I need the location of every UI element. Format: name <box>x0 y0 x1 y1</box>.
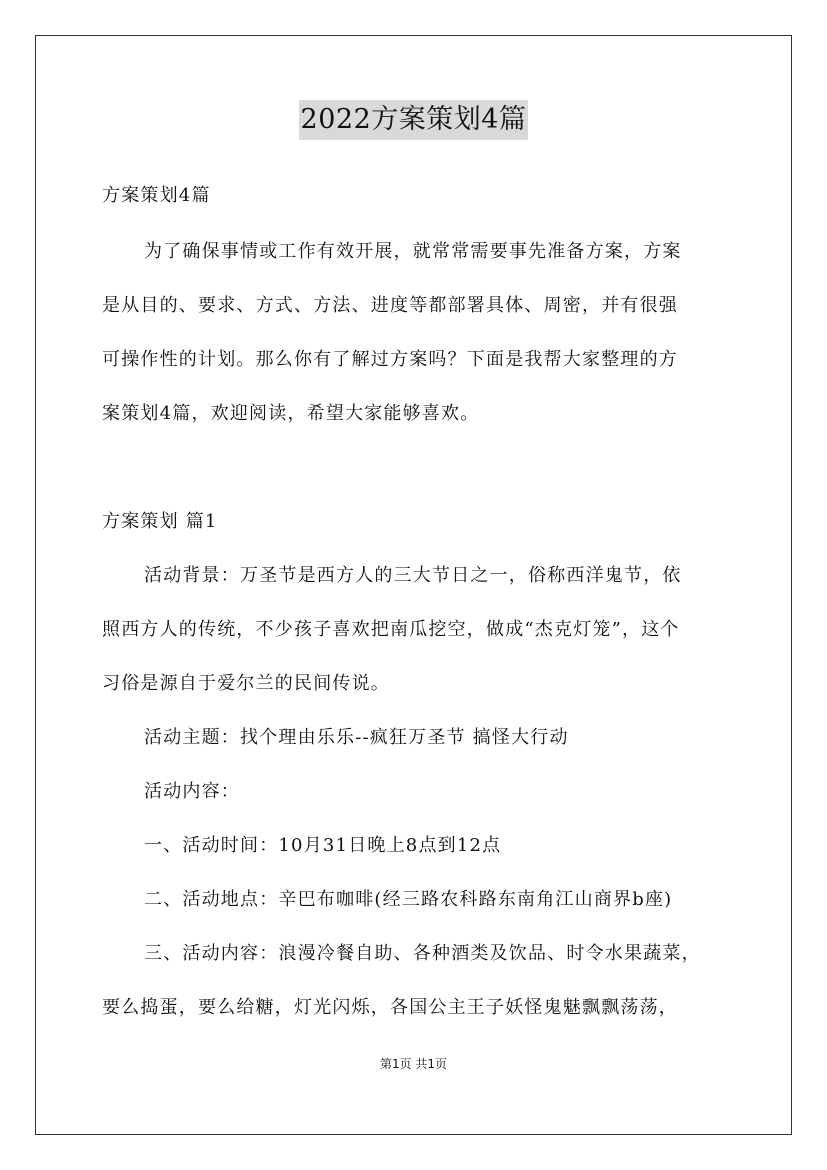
activity-line-1: 三、活动内容：浪漫冷餐自助、各种酒类及饮品、时令水果蔬菜， <box>144 943 701 964</box>
background-line-2: 照西方人的传统，不少孩子喜欢把南瓜挖空，做成“杰克灯笼”，这个 <box>102 619 680 640</box>
intro-line-3: 可操作性的计划。那么你有了解过方案吗？下面是我帮大家整理的方 <box>102 349 678 370</box>
intro-line-2: 是从目的、要求、方式、方法、进度等都部署具体、周密，并有很强 <box>102 295 678 316</box>
document-title: 2022方案策划4篇 <box>299 100 529 140</box>
content-label: 活动内容： <box>144 781 240 802</box>
place-line: 二、活动地点：辛巴布咖啡(经三路农科路东南角江山商界b座) <box>144 889 673 910</box>
background-line-1: 活动背景：万圣节是西方人的三大节日之一，俗称西洋鬼节，依 <box>144 565 682 586</box>
intro-line-4: 案策划4篇，欢迎阅读，希望大家能够喜欢。 <box>102 403 480 424</box>
title-container <box>0 100 827 140</box>
activity-line-2: 要么捣蛋，要么给糖，灯光闪烁，各国公主王子妖怪鬼魅飘飘荡荡， <box>102 997 678 1018</box>
time-line: 一、活动时间：10月31日晚上8点到12点 <box>144 835 502 856</box>
background-line-3: 习俗是源自于爱尔兰的民间传说。 <box>102 673 390 694</box>
intro-line-1: 为了确保事情或工作有效开展，就常常需要事先准备方案，方案 <box>144 241 682 262</box>
theme-line: 活动主题：找个理由乐乐--疯狂万圣节 搞怪大行动 <box>144 727 569 748</box>
page-indicator: 第1页 共1页 <box>379 1057 448 1071</box>
document-heading: 方案策划4篇 <box>102 185 211 206</box>
section-heading: 方案策划 篇1 <box>102 511 218 532</box>
